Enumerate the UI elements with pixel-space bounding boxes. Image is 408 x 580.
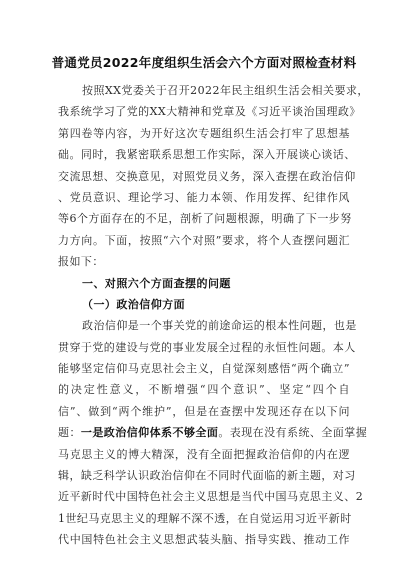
subsection-heading: （一）政治信仰方面	[82, 297, 186, 311]
paragraph-line: 第四卷等内容，为开好这次专题组织生活会打牢了思想基	[58, 126, 350, 140]
paragraph-line: 辑，缺乏科学认识政治信仰在不同时代面临的新主题，对习	[58, 469, 356, 483]
paragraph-line: 马克思主义的博大精深，没有全面把握政治信仰的内在逻	[58, 447, 350, 461]
paragraph-line: 力方向。下面，按照“六个对照”要求，将个人查摆问题汇	[58, 233, 350, 247]
paragraph-line: 按照XX党委关于召开2022年民主组织生活会相关要求，	[82, 84, 369, 97]
paragraph-line: 政治信仰是一个事关党的前途命运的根本性问题，也是	[82, 319, 357, 333]
document-body	[58, 80, 369, 551]
paragraph-line: 近平新时代中国特色社会主义思想是当代中国马克思主义、2	[58, 490, 364, 504]
document-title: 普通党员2022年度组织生活会六个方面对照检查材料	[51, 55, 357, 70]
paragraph-line: 础。同时，我紧密联系思想工作实际，深入开展谈心谈话、	[58, 148, 356, 162]
paragraph-line: 我系统学习了党的XX大精神和党章及《习近平谈治国理政》	[58, 105, 361, 119]
paragraph-line: 能够坚定信仰马克思社会主义，自觉深刻感悟“两个确立”	[58, 362, 350, 376]
paragraph-line: 报如下：	[58, 255, 104, 269]
paragraph-line: 的决定性意义，不断增强“四个意识”、坚定“四个自	[58, 383, 350, 397]
paragraph-line-text: 题：	[58, 426, 81, 440]
point-text: 。表现在没有系统、全面掌握	[218, 426, 368, 440]
paragraph-line: 1世纪马克思主义的理解不深不透，在自觉运用习近平新时	[58, 511, 352, 525]
paragraph-line: 交流思想、交换意见，对照党员义务，深入查摆在政治信仰	[58, 169, 356, 183]
point-label: 一是政治信仰体系不够全面	[80, 426, 219, 440]
paragraph-line: 等6个方面存在的不足，剖析了问题根源，明确了下一步努	[58, 212, 352, 226]
paragraph-line: 、党员意识、理论学习、能力本领、作用发挥、纪律作风	[58, 190, 350, 204]
paragraph-line	[58, 422, 368, 443]
paragraph-line: 贯穿于党的建设与党的事业发展全过程的永恒性问题。本人	[58, 340, 356, 354]
paragraph-line: 代中国特色社会主义思想武装头脑、指导实践、推动工作	[58, 533, 350, 547]
paragraph-line: 信”、做到“两个维护”，但是在查摆中发现还存在以下问	[58, 404, 350, 418]
section-heading: 一、对照六个方面查摆的问题	[82, 276, 231, 290]
